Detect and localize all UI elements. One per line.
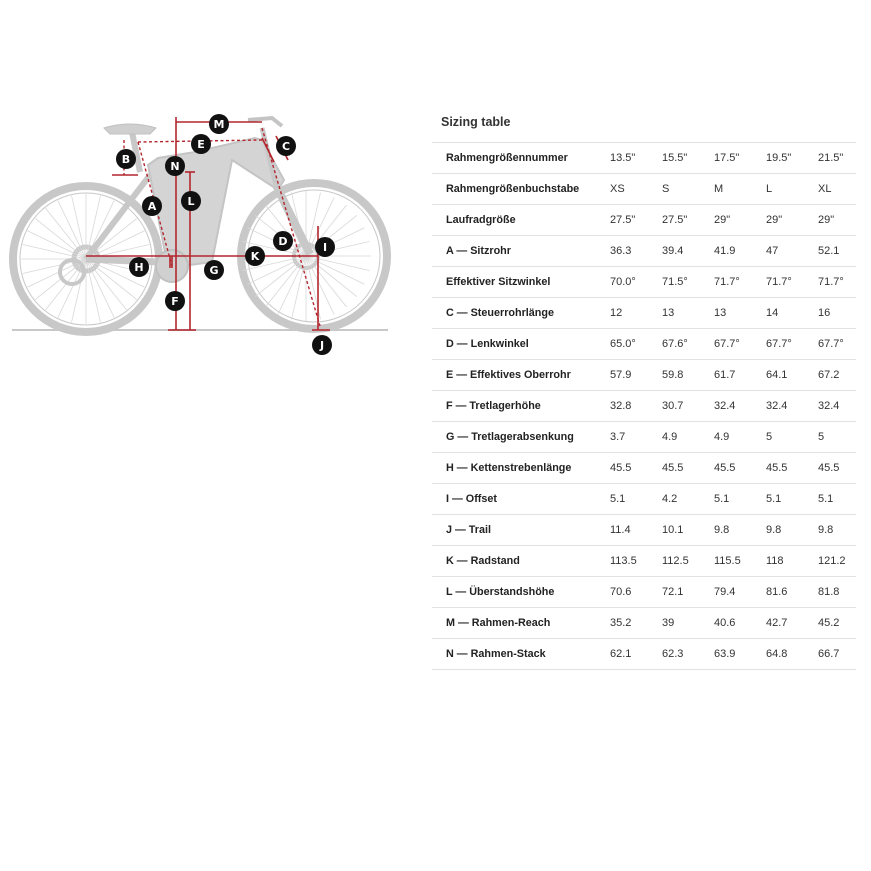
svg-text:C: C: [281, 140, 291, 153]
table-cell: 39.4: [648, 236, 700, 267]
svg-text:E: E: [197, 138, 205, 151]
table-cell: 67.7°: [804, 329, 856, 360]
table-cell: 9.8: [700, 515, 752, 546]
table-cell: 30.7: [648, 391, 700, 422]
row-label: Rahmengrößenbuchstabe: [432, 174, 596, 205]
table-cell: 64.1: [752, 360, 804, 391]
table-cell: 4.9: [648, 422, 700, 453]
svg-text:A: A: [147, 200, 157, 213]
table-row: [432, 143, 856, 174]
table-cell: 32.4: [700, 391, 752, 422]
table-cell: 32.4: [752, 391, 804, 422]
svg-text:G: G: [209, 264, 219, 277]
svg-text:K: K: [250, 250, 260, 263]
table-row: [432, 329, 856, 360]
table-cell: 41.9: [700, 236, 752, 267]
table-row: [432, 484, 856, 515]
row-label: M — Rahmen-Reach: [432, 608, 596, 639]
table-cell: 71.7°: [752, 267, 804, 298]
table-cell: 47: [752, 236, 804, 267]
row-label: D — Lenkwinkel: [432, 329, 596, 360]
table-cell: 40.6: [700, 608, 752, 639]
marker-e: [191, 134, 211, 154]
row-label: E — Effektives Oberrohr: [432, 360, 596, 391]
table-row: [432, 391, 856, 422]
row-label: N — Rahmen-Stack: [432, 639, 596, 670]
table-cell: 17.5": [700, 143, 752, 174]
sizing-table-body: [432, 143, 856, 670]
table-row: [432, 453, 856, 484]
svg-text:F: F: [171, 295, 179, 308]
table-row: [432, 422, 856, 453]
table-cell: 121.2: [804, 546, 856, 577]
table-cell: L: [752, 174, 804, 205]
marker-d: [273, 231, 293, 251]
table-cell: 13: [700, 298, 752, 329]
table-cell: 57.9: [596, 360, 648, 391]
table-cell: 64.8: [752, 639, 804, 670]
svg-text:J: J: [319, 339, 325, 352]
table-cell: 70.0°: [596, 267, 648, 298]
table-cell: 70.6: [596, 577, 648, 608]
table-cell: 66.7: [804, 639, 856, 670]
table-cell: 81.6: [752, 577, 804, 608]
table-cell: 32.8: [596, 391, 648, 422]
table-cell: 39: [648, 608, 700, 639]
marker-b: [116, 149, 136, 169]
table-cell: 13.5": [596, 143, 648, 174]
table-cell: 59.8: [648, 360, 700, 391]
row-label: C — Steuerrohrlänge: [432, 298, 596, 329]
svg-text:L: L: [187, 195, 195, 208]
table-cell: 27.5": [648, 205, 700, 236]
row-label: G — Tretlagerabsenkung: [432, 422, 596, 453]
table-row: [432, 360, 856, 391]
table-cell: 42.7: [752, 608, 804, 639]
marker-k: [245, 246, 265, 266]
table-cell: 36.3: [596, 236, 648, 267]
table-cell: 35.2: [596, 608, 648, 639]
table-cell: 112.5: [648, 546, 700, 577]
table-row: [432, 546, 856, 577]
table-cell: XS: [596, 174, 648, 205]
table-cell: 52.1: [804, 236, 856, 267]
row-label: Rahmengrößennummer: [432, 143, 596, 174]
table-row: [432, 267, 856, 298]
svg-text:I: I: [322, 241, 328, 254]
table-cell: 71.5°: [648, 267, 700, 298]
table-cell: 71.7°: [700, 267, 752, 298]
marker-g: [204, 260, 224, 280]
svg-text:N: N: [170, 160, 180, 173]
table-cell: 9.8: [752, 515, 804, 546]
table-cell: 72.1: [648, 577, 700, 608]
table-cell: 45.5: [804, 453, 856, 484]
marker-h: [129, 257, 149, 277]
marker-l: [181, 191, 201, 211]
row-label: Effektiver Sitzwinkel: [432, 267, 596, 298]
row-label: H — Kettenstrebenlänge: [432, 453, 596, 484]
table-cell: 5.1: [752, 484, 804, 515]
table-row: [432, 236, 856, 267]
table-cell: 29": [700, 205, 752, 236]
table-cell: XL: [804, 174, 856, 205]
marker-a: [142, 196, 162, 216]
table-cell: 81.8: [804, 577, 856, 608]
table-cell: 45.2: [804, 608, 856, 639]
table-cell: S: [648, 174, 700, 205]
table-cell: 113.5: [596, 546, 648, 577]
sizing-table-section: [432, 104, 856, 670]
table-cell: M: [700, 174, 752, 205]
marker-m: [209, 114, 229, 134]
table-cell: 45.5: [596, 453, 648, 484]
table-cell: 62.1: [596, 639, 648, 670]
table-cell: 11.4: [596, 515, 648, 546]
table-cell: 4.9: [700, 422, 752, 453]
table-cell: 16: [804, 298, 856, 329]
table-cell: 67.7°: [752, 329, 804, 360]
svg-text:M: M: [213, 118, 225, 131]
table-cell: 12: [596, 298, 648, 329]
table-cell: 118: [752, 546, 804, 577]
table-cell: 13: [648, 298, 700, 329]
table-cell: 4.2: [648, 484, 700, 515]
table-cell: 3.7: [596, 422, 648, 453]
row-label: I — Offset: [432, 484, 596, 515]
row-label: K — Radstand: [432, 546, 596, 577]
table-cell: 21.5": [804, 143, 856, 174]
marker-c: [276, 136, 296, 156]
marker-i: [315, 237, 335, 257]
table-cell: 15.5": [648, 143, 700, 174]
table-cell: 14: [752, 298, 804, 329]
table-row: [432, 174, 856, 205]
table-cell: 71.7°: [804, 267, 856, 298]
svg-text:H: H: [134, 261, 144, 274]
table-cell: 29": [804, 205, 856, 236]
table-cell: 29": [752, 205, 804, 236]
table-cell: 45.5: [752, 453, 804, 484]
table-cell: 65.0°: [596, 329, 648, 360]
table-row: [432, 298, 856, 329]
row-label: Laufradgröße: [432, 205, 596, 236]
marker-j: [312, 335, 332, 355]
table-cell: 19.5": [752, 143, 804, 174]
table-cell: 67.6°: [648, 329, 700, 360]
table-cell: 61.7: [700, 360, 752, 391]
row-label: A — Sitzrohr: [432, 236, 596, 267]
table-row: [432, 205, 856, 236]
table-row: [432, 577, 856, 608]
table-cell: 115.5: [700, 546, 752, 577]
table-cell: 5.1: [804, 484, 856, 515]
table-row: [432, 515, 856, 546]
table-cell: 10.1: [648, 515, 700, 546]
row-label: F — Tretlagerhöhe: [432, 391, 596, 422]
sizing-table: [432, 142, 856, 670]
table-cell: 5: [752, 422, 804, 453]
table-cell: 67.2: [804, 360, 856, 391]
table-row: [432, 608, 856, 639]
table-cell: 45.5: [648, 453, 700, 484]
svg-text:D: D: [278, 235, 288, 248]
svg-text:B: B: [121, 153, 131, 166]
table-cell: 67.7°: [700, 329, 752, 360]
row-label: J — Trail: [432, 515, 596, 546]
table-cell: 5: [804, 422, 856, 453]
table-cell: 32.4: [804, 391, 856, 422]
bike-geometry-diagram: [0, 100, 400, 370]
table-cell: 79.4: [700, 577, 752, 608]
table-cell: 62.3: [648, 639, 700, 670]
table-cell: 27.5": [596, 205, 648, 236]
table-cell: 45.5: [700, 453, 752, 484]
sizing-table-title: Sizing table: [441, 115, 511, 129]
marker-f: [165, 291, 185, 311]
marker-n: [165, 156, 185, 176]
table-row: [432, 639, 856, 670]
table-cell: 5.1: [700, 484, 752, 515]
row-label: L — Überstandshöhe: [432, 577, 596, 608]
table-cell: 5.1: [596, 484, 648, 515]
table-cell: 9.8: [804, 515, 856, 546]
table-cell: 63.9: [700, 639, 752, 670]
